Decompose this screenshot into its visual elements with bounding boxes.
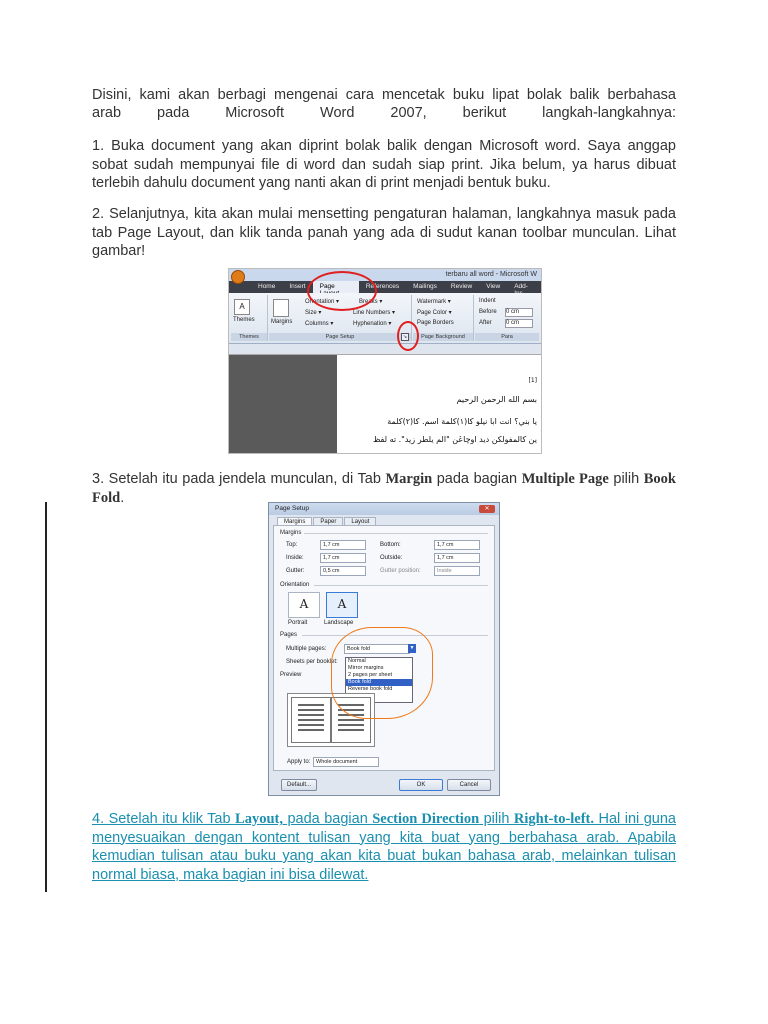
tab-view[interactable]: View xyxy=(486,283,501,290)
gutter-position-label: Gutter position: xyxy=(380,568,421,574)
footnote-marker: [1] xyxy=(528,377,537,384)
document-area xyxy=(229,355,541,453)
page-background-group xyxy=(413,295,474,341)
margins-heading: Margins xyxy=(280,530,302,536)
gutter-label: Gutter: xyxy=(286,568,305,574)
outside-input[interactable]: 1,7 cm xyxy=(434,553,480,563)
chevron-down-icon[interactable]: ▼ xyxy=(409,645,415,651)
ok-button[interactable]: OK xyxy=(399,779,443,791)
themes-caption: Themes xyxy=(231,333,267,341)
dialog-titlebar xyxy=(269,503,499,515)
top-input[interactable]: 1,7 cm xyxy=(320,540,366,550)
intro-line-1: Disini, kami akan berbagi mengenai cara mencetak buku lipat bolak balik berbahasa xyxy=(92,87,676,103)
before-label: Before xyxy=(479,309,497,315)
ruler xyxy=(229,344,541,355)
size-button[interactable]: Size ▾ xyxy=(305,310,322,316)
dropdown-option[interactable]: Normal xyxy=(348,658,366,664)
after-input[interactable]: 0 cm xyxy=(505,319,533,328)
portrait-label: Portrait xyxy=(288,620,308,626)
tab-paper[interactable]: Paper xyxy=(313,517,343,526)
step-3-text: 3. Setelah itu pada jendela munculan, di Tab Margin pada bagian Multiple Page pilih Book Fold. xyxy=(92,471,676,506)
dropdown-option[interactable]: Mirror margins xyxy=(348,665,384,671)
sheets-per-booklet-label: Sheets per booklet: xyxy=(286,659,338,665)
gutter-input[interactable]: 0,5 cm xyxy=(320,566,366,576)
page-borders-button[interactable]: Page Borders xyxy=(417,320,454,326)
tab-mailings[interactable]: Mailings xyxy=(413,283,437,290)
arabic-line-2: يا بني؟ انت ابا نيلو كا(١)كلمة اسم. كا(٢)كلمة xyxy=(387,417,537,426)
portrait-option-icon[interactable]: A xyxy=(288,592,320,618)
themes-icon: A xyxy=(234,299,250,315)
apply-to-label: Apply to: xyxy=(287,759,311,765)
themes-button[interactable]: Themes xyxy=(233,317,255,323)
tab-review[interactable]: Review xyxy=(450,283,473,290)
hyphenation-button[interactable]: Hyphenation ▾ xyxy=(353,321,392,327)
page-layout-ribbon-screenshot xyxy=(228,268,542,454)
themes-group xyxy=(231,295,268,341)
preview-page-left xyxy=(291,697,331,743)
pages-heading: Pages xyxy=(280,632,298,638)
preview-heading: Preview xyxy=(280,672,302,678)
dropdown-option-selected[interactable]: Book fold xyxy=(346,679,412,686)
arabic-line-1: بسم الله الرحمن الرحيم xyxy=(456,395,537,404)
divider xyxy=(314,585,488,586)
ribbon-body xyxy=(229,293,541,344)
apply-to-select[interactable]: Whole document xyxy=(313,757,379,767)
red-annotation-circle-launcher xyxy=(397,321,419,351)
columns-button[interactable]: Columns ▾ xyxy=(305,321,334,327)
page-background-caption: Page Background xyxy=(413,333,473,341)
paragraph-caption: Para xyxy=(475,333,539,341)
top-label: Top: xyxy=(286,542,298,548)
line-numbers-button[interactable]: Line Numbers ▾ xyxy=(353,310,396,316)
default-button[interactable]: Default... xyxy=(281,779,317,791)
orange-annotation-circle xyxy=(331,627,433,719)
step-2-text: 2. Selanjutnya, kita akan mulai mensetting pengaturan halaman, langkahnya masuk pada tab Page Layout, dan klik tanda panah yang ada di sudut kanan toolbar munculan. Lihat gambar! xyxy=(92,206,676,259)
tab-insert[interactable]: Insert xyxy=(289,283,306,290)
inside-label: Inside: xyxy=(286,555,304,561)
arabic-line-3: ين كالمفولكن ديد اوچاڠن "الم يلطر زيد". ته لفظ xyxy=(372,435,537,444)
tab-home[interactable]: Home xyxy=(258,283,276,290)
bottom-input[interactable]: 1,7 cm xyxy=(434,540,480,550)
tab-margins[interactable]: Margins xyxy=(277,517,312,526)
page-setup-launcher-icon[interactable]: ↘ xyxy=(402,334,408,340)
word-titlebar xyxy=(229,269,541,281)
page-setup-caption: Page Setup xyxy=(269,333,411,341)
after-label: After xyxy=(479,320,492,326)
dropdown-option[interactable]: 2 pages per sheet xyxy=(348,672,393,678)
margin-line xyxy=(45,502,47,892)
margins-button[interactable]: Margins xyxy=(271,319,293,325)
document-page xyxy=(337,355,541,453)
ribbon-tabs xyxy=(229,281,541,293)
bottom-label: Bottom: xyxy=(380,542,401,548)
tab-references[interactable]: References xyxy=(365,283,400,290)
multiple-pages-label: Multiple pages: xyxy=(286,646,327,652)
step-1-text: 1. Buka document yang akan diprint bolak balik dengan Microsoft word. Saya anggap sobat sudah mempunyai file di word dan sudah siap print. Jika belum, ya harus dibuat terlebih dahulu document yang nanti akan di print menjadi bentuk buku. xyxy=(92,138,676,191)
page-color-button[interactable]: Page Color ▾ xyxy=(417,310,452,316)
intro-line-2: arab pada Microsoft Word 2007, berikut langkah-langkahnya: xyxy=(92,105,676,121)
dropdown-option[interactable]: Reverse book fold xyxy=(348,686,393,692)
outside-label: Outside: xyxy=(380,555,403,561)
tab-layout[interactable]: Layout xyxy=(344,517,376,526)
landscape-option-icon[interactable]: A xyxy=(326,592,358,618)
page-setup-dialog-screenshot xyxy=(268,502,500,796)
tab-page-layout[interactable]: Page xyxy=(313,281,359,293)
office-button-icon xyxy=(231,270,245,284)
breaks-button[interactable]: Breaks ▾ xyxy=(359,299,383,305)
before-input[interactable]: 0 cm xyxy=(505,308,533,317)
orientation-button[interactable]: Orientation ▾ xyxy=(305,299,340,305)
landscape-label: Landscape xyxy=(324,620,354,626)
inside-input[interactable]: 1,7 cm xyxy=(320,553,366,563)
red-annotation-circle-tab xyxy=(307,271,377,311)
close-icon[interactable]: ✕ xyxy=(479,505,495,513)
window-title: terbaru all word - Microsoft W xyxy=(445,271,537,278)
gutter-position-select[interactable]: Inside xyxy=(434,566,480,576)
indent-label: Indent xyxy=(479,298,496,304)
orientation-heading: Orientation xyxy=(280,582,310,588)
margins-icon xyxy=(273,299,289,317)
tab-add-ins[interactable]: Add- xyxy=(514,283,528,290)
step-4-link[interactable]: 4. Setelah itu klik Tab Layout, pada bagian Section Direction pilih Right-to-left. Hal ini guna menyesuaikan dengan kontent tulisan yang kita buat yang berbahasa arab. Apabila kemudian tulisan atau buku yang akan kita buat bukan bahasa arab, melainkan tulisan normal biasa, maka bagian ini bisa dilewat. xyxy=(92,811,676,883)
document-gutter xyxy=(229,355,337,453)
paragraph-group xyxy=(475,295,539,341)
dialog-title: Page Setup xyxy=(275,505,309,512)
multiple-pages-select[interactable]: Book fold xyxy=(344,644,410,654)
watermark-button[interactable]: Watermark ▾ xyxy=(417,299,451,305)
cancel-button[interactable]: Cancel xyxy=(447,779,491,791)
divider xyxy=(304,533,488,534)
